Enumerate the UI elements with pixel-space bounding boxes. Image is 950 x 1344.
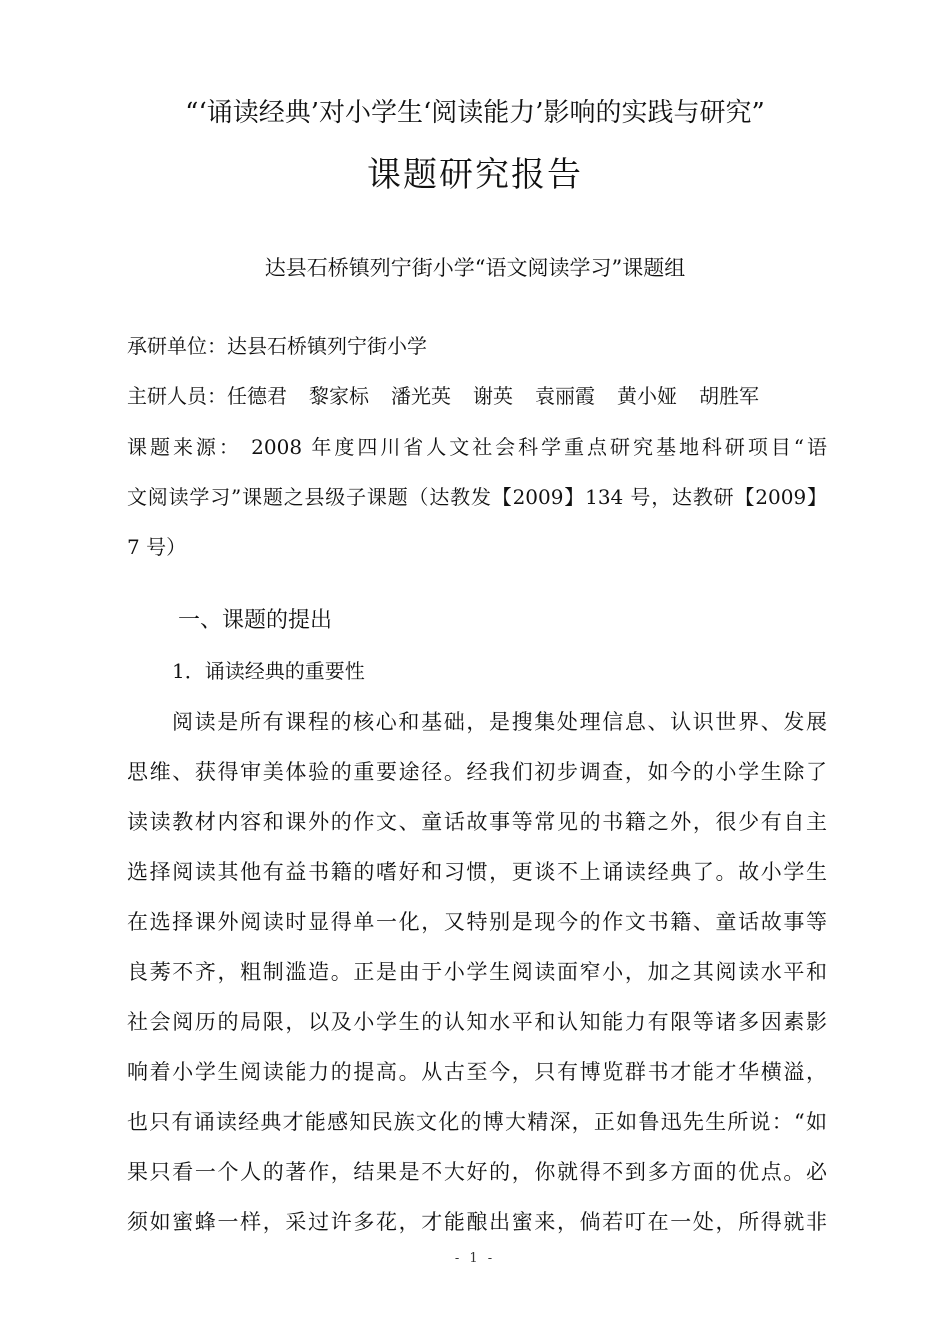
researcher-name: 胡胜军: [699, 384, 759, 408]
paragraph-line: 果只看一个人的著作，结果是不大好的，你就得不到多方面的优点。必: [127, 1160, 827, 1184]
source-line: 7 号）: [127, 535, 187, 559]
paragraph-line: 阅读是所有课程的核心和基础，是搜集处理信息、认识世界、发展: [172, 710, 827, 734]
report-subtitle: 课题研究报告: [367, 155, 583, 195]
researcher-name: 潘光英: [391, 384, 451, 408]
researchers-label: 主研人员：: [127, 384, 227, 408]
researcher-name: 任德君: [227, 384, 287, 408]
researcher-name: 袁丽霞: [535, 384, 595, 408]
paragraph-line: 选择阅读其他有益书籍的嗜好和习惯，更谈不上诵读经典了。故小学生: [127, 860, 827, 884]
researchers-line: [127, 380, 827, 409]
page-number: - 1 -: [454, 1251, 496, 1266]
paragraph-line: 须如蜜蜂一样，采过许多花，才能酿出蜜来，倘若叮在一处，所得就非: [127, 1210, 827, 1234]
paragraph-line: 读读教材内容和课外的作文、童话故事等常见的书籍之外，很少有自主: [127, 810, 827, 834]
research-group: 达县石桥镇列宁街小学“语文阅读学习”课题组: [264, 256, 686, 280]
report-title: “‘诵读经典’对小学生‘阅读能力’影响的实践与研究”: [185, 98, 765, 128]
researcher-name: 黄小娅: [617, 384, 677, 408]
paragraph-line: 在选择课外阅读时显得单一化，又特别是现今的作文书籍、童话故事等: [127, 910, 827, 934]
paragraph-line: 思维、获得审美体验的重要途径。经我们初步调查，如今的小学生除了: [127, 760, 827, 784]
paragraph-line: 响着小学生阅读能力的提高。从古至今，只有博览群书才能才华横溢，: [127, 1060, 827, 1084]
paragraph-line: 也只有诵读经典才能感知民族文化的博大精深，正如鲁迅先生所说：“如: [127, 1110, 827, 1134]
subsection-heading: 1．诵读经典的重要性: [172, 659, 365, 683]
source-line: 课题来源： 2008 年度四川省人文社会科学重点研究基地科研项目“语: [127, 435, 827, 459]
paragraph-line: 良莠不齐，粗制滥造。正是由于小学生阅读面窄小，加之其阅读水平和: [127, 960, 827, 984]
researcher-name: 黎家标: [309, 384, 369, 408]
section-heading: 一、课题的提出: [178, 608, 333, 633]
source-line: 文阅读学习”课题之县级子课题（达教发【2009】134 号，达教研【2009】: [127, 485, 827, 509]
researcher-name: 谢英: [473, 384, 513, 408]
paragraph-line: 社会阅历的局限，以及小学生的认知水平和认知能力有限等诸多因素影: [127, 1010, 827, 1034]
research-unit: 承研单位：达县石桥镇列宁街小学: [127, 334, 427, 358]
